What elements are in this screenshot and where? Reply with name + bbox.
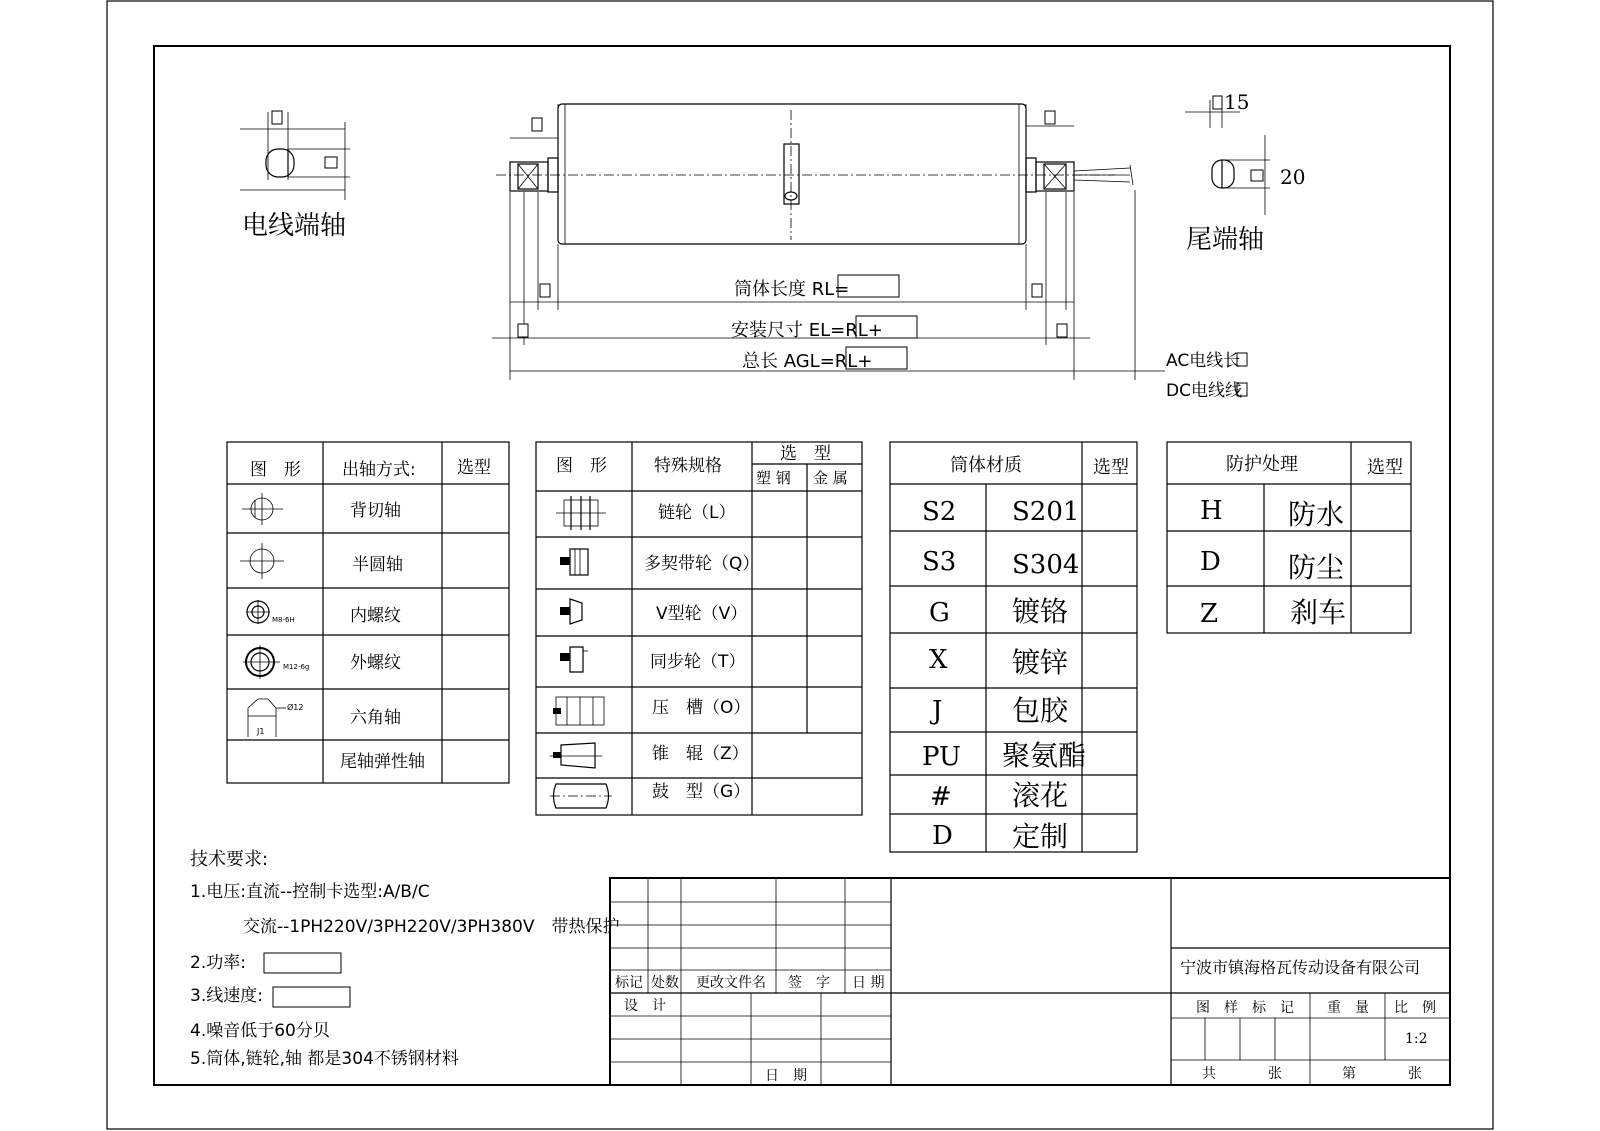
material-name: 滚花 xyxy=(1012,779,1069,812)
shaft-header-select: 选型 xyxy=(457,458,491,478)
icon-text-j1: J1 xyxy=(257,727,265,736)
special-header-spec: 特殊规格 xyxy=(654,456,722,476)
material-code: PU xyxy=(922,742,961,772)
tech-line-2: 交流--1PH220V/3PH220V/3PH380V 带热保护 xyxy=(243,917,620,937)
el-label: 安装尺寸 EL=RL+ xyxy=(731,320,883,341)
left-view-label: 电线端轴 xyxy=(242,211,347,241)
protection-code: H xyxy=(1200,496,1223,526)
sheets-label: 张 xyxy=(1268,1066,1282,1082)
shaft-row-label: 尾轴弹性轴 xyxy=(340,752,425,772)
design-label: 设 计 xyxy=(624,998,666,1014)
tech-line-1: 1.电压:直流--控制卡选型:A/B/C xyxy=(190,882,430,902)
protection-name: 防尘 xyxy=(1288,551,1345,584)
weight-label: 重 量 xyxy=(1327,1000,1369,1016)
tech-line-6: 5.筒体,链轮,轴 都是304不锈钢材料 xyxy=(190,1049,459,1069)
special-header-select: 选 型 xyxy=(780,444,831,464)
protection-name: 防水 xyxy=(1288,498,1345,531)
icon-text-d12: Ø12 xyxy=(287,703,304,712)
material-name: 镀锌 xyxy=(1012,646,1069,679)
shaft-row-label: 外螺纹 xyxy=(350,653,401,673)
material-header-select: 选型 xyxy=(1093,457,1129,478)
material-header: 筒体材质 xyxy=(950,455,1022,476)
tech-line-4: 3.线速度: xyxy=(190,986,263,1006)
icon-text-m12: M12-6g xyxy=(283,663,310,671)
special-row-label: 鼓 型（G） xyxy=(652,782,751,802)
special-row-label: 压 槽（O） xyxy=(652,698,751,718)
tech-title: 技术要求: xyxy=(190,849,269,870)
shaft-header-shape: 图 形 xyxy=(250,460,301,480)
power-field xyxy=(264,953,341,973)
protection-code: D xyxy=(1200,547,1221,577)
icon-text-m8: M8-6H xyxy=(272,616,295,624)
material-name: 镀铬 xyxy=(1012,595,1069,628)
rev-header-mark: 标记 xyxy=(615,975,643,991)
special-subheader-plastic: 塑 钢 xyxy=(756,469,791,487)
dim-20: 20 xyxy=(1280,165,1306,189)
date-label: 日 期 xyxy=(765,1068,807,1084)
shaft-row-label: 半圆轴 xyxy=(352,555,403,575)
protection-code: Z xyxy=(1200,599,1219,629)
agl-label: 总长 AGL=RL+ xyxy=(742,351,873,372)
material-code: S3 xyxy=(922,547,957,577)
protection-name: 刹车 xyxy=(1290,596,1347,629)
material-name: 包胶 xyxy=(1012,694,1069,727)
dc-wire-label: DC电线线 xyxy=(1166,381,1242,401)
tech-line-5: 4.噪音低于60分贝 xyxy=(190,1021,330,1041)
rev-header-sign: 签 字 xyxy=(788,975,830,991)
shaft-header-type: 出轴方式: xyxy=(342,460,416,480)
material-code: X xyxy=(929,645,948,675)
special-header-shape: 图 形 xyxy=(556,456,607,476)
rev-header-file: 更改文件名 xyxy=(696,975,766,991)
shaft-row-label: 背切轴 xyxy=(350,501,401,521)
rev-header-date: 日 期 xyxy=(852,975,885,991)
material-code: J xyxy=(932,696,943,726)
tech-line-3: 2.功率: xyxy=(190,953,246,973)
material-name: 聚氨酯 xyxy=(1002,739,1087,772)
sheet-unit-label: 张 xyxy=(1408,1066,1422,1082)
special-row-label: 同步轮（T） xyxy=(650,652,746,672)
scale-value: 1:2 xyxy=(1405,1031,1428,1047)
sheet-no-label: 第 xyxy=(1342,1066,1356,1082)
left-end-view xyxy=(240,111,350,200)
material-name: S304 xyxy=(1012,550,1080,580)
shaft-row-label: 内螺纹 xyxy=(350,606,401,626)
company-name: 宁波市镇海格瓦传动设备有限公司 xyxy=(1180,958,1421,977)
shaft-row-label: 六角轴 xyxy=(350,708,401,728)
material-code: S2 xyxy=(922,497,957,527)
drawing-mark-label: 图 样 标 记 xyxy=(1196,1000,1294,1016)
material-name: 定制 xyxy=(1012,820,1069,853)
speed-field xyxy=(273,987,350,1007)
material-code: G xyxy=(929,598,950,628)
material-name: S201 xyxy=(1012,497,1080,527)
special-subheader-metal: 金 属 xyxy=(813,469,848,487)
special-row-label: 链轮（L） xyxy=(658,503,736,523)
dim-15: 15 xyxy=(1224,90,1250,114)
special-row-label: 锥 辊（Z） xyxy=(652,744,749,764)
ac-wire-label: AC电线长 xyxy=(1166,351,1241,371)
protection-header: 防护处理 xyxy=(1226,454,1298,475)
right-view-label: 尾端轴 xyxy=(1186,225,1265,255)
protection-header-select: 选型 xyxy=(1367,457,1403,478)
total-label: 共 xyxy=(1202,1066,1216,1082)
material-code: # xyxy=(930,782,952,812)
material-code: D xyxy=(932,821,953,851)
scale-label: 比 例 xyxy=(1394,1000,1436,1016)
special-row-label: 多契带轮（Q） xyxy=(644,554,760,574)
rl-label: 筒体长度 RL= xyxy=(734,279,850,300)
rev-header-count: 处数 xyxy=(651,975,679,991)
special-row-label: V型轮（V） xyxy=(656,604,748,624)
